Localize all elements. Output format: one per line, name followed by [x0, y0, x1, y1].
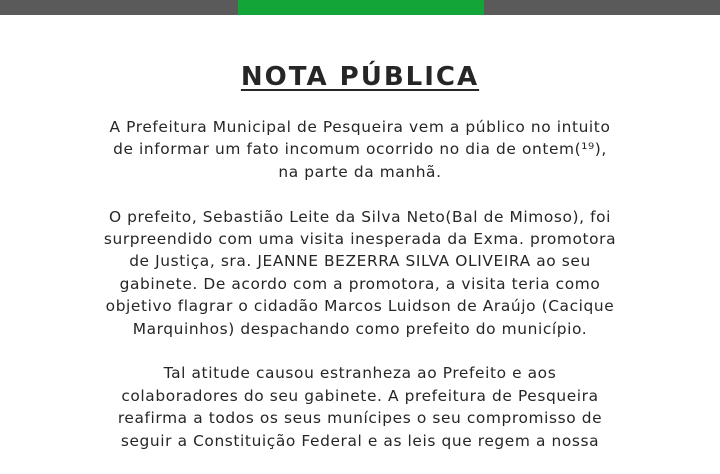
- notice-body: [24, 116, 696, 474]
- paragraph-3: [24, 362, 696, 452]
- paragraph-line: O prefeito, Sebastião Leite da Silva Neto(Bal de Mimoso), foi: [108, 207, 612, 226]
- page-title: [0, 60, 720, 94]
- paragraph-line: Tal atitude causou estranheza ao Prefeito e aos: [163, 364, 557, 383]
- band-left-gray: [0, 0, 238, 15]
- paragraph-line: Marquinhos) despachando como prefeito do município.: [132, 319, 588, 338]
- top-color-band: [0, 0, 720, 15]
- paragraph-line: colaboradores do seu gabinete. A prefeitura de Pesqueira: [121, 386, 599, 405]
- paragraph-line: de Justiça, sra. JEANNE BEZERRA SILVA OLIVEIRA ao seu: [129, 252, 591, 271]
- paragraph-line: seguir a Constituição Federal e as leis que regem a nossa: [120, 431, 600, 450]
- paragraph-line: objetivo flagrar o cidadão Marcos Luidson de Araújo (Cacique: [105, 297, 615, 316]
- paragraph-line: surpreendido com uma visita inesperada da Exma. promotora: [103, 230, 617, 249]
- paragraph-line: na parte da manhã.: [278, 162, 442, 181]
- paragraph-1: [24, 116, 696, 183]
- paragraph-line: gabinete. De acordo com a promotora, a visita teria como: [119, 274, 601, 293]
- paragraph-2: [24, 206, 696, 340]
- band-center-green: [238, 0, 484, 15]
- paragraph-line: de informar um fato incomum ocorrido no dia de ontem(¹⁹),: [113, 140, 607, 159]
- band-right-gray: [484, 0, 720, 15]
- paragraph-line: reafirma a todos os seus munícipes o seu compromisso de: [117, 409, 603, 428]
- page-title-text: NOTA PÚBLICA: [240, 62, 480, 92]
- paragraph-line: A Prefeitura Municipal de Pesqueira vem a público no intuito: [109, 118, 611, 136]
